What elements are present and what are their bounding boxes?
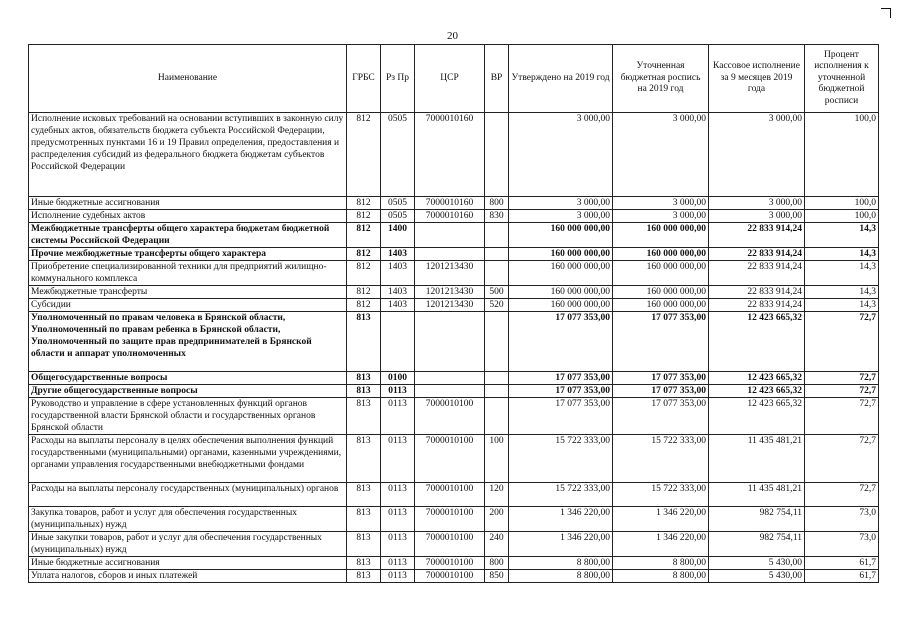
cell-grbs: 813 xyxy=(347,398,381,435)
cell-vr: 520 xyxy=(485,299,509,312)
cell-cash: 5 430,00 xyxy=(709,570,805,583)
cell-rzpr: 1400 xyxy=(381,223,415,248)
cell-vr: 200 xyxy=(485,507,509,532)
cell-csr: 7000010100 xyxy=(415,483,485,507)
cell-percent: 73,0 xyxy=(805,507,879,532)
cell-percent: 72,7 xyxy=(805,483,879,507)
page-number: 20 xyxy=(447,30,458,42)
cell-approved: 8 800,00 xyxy=(509,557,613,570)
cell-refined: 17 077 353,00 xyxy=(613,372,709,385)
header-name: Наименование xyxy=(29,45,347,113)
cell-csr: 7000010100 xyxy=(415,435,485,483)
table-row xyxy=(29,372,879,385)
cell-csr xyxy=(415,312,485,372)
cell-name: Прочие межбюджетные трансферты общего характера xyxy=(29,248,347,261)
cell-grbs: 813 xyxy=(347,483,381,507)
table-row xyxy=(29,385,879,398)
cell-name: Расходы на выплаты персоналу государственных (муниципальных) органов xyxy=(29,483,347,507)
cell-vr: 240 xyxy=(485,532,509,557)
cell-grbs: 812 xyxy=(347,197,381,210)
cell-percent: 73,0 xyxy=(805,532,879,557)
cell-name: Уплата налогов, сборов и иных платежей xyxy=(29,570,347,583)
cell-rzpr: 0505 xyxy=(381,197,415,210)
cell-cash: 22 833 914,24 xyxy=(709,248,805,261)
header-vr: ВР xyxy=(485,45,509,113)
table-row xyxy=(29,197,879,210)
cell-cash: 12 423 665,32 xyxy=(709,312,805,372)
cell-refined: 8 800,00 xyxy=(613,557,709,570)
cell-approved: 17 077 353,00 xyxy=(509,372,613,385)
cell-approved: 17 077 353,00 xyxy=(509,398,613,435)
cell-refined: 8 800,00 xyxy=(613,570,709,583)
cell-refined: 3 000,00 xyxy=(613,210,709,223)
cell-refined: 17 077 353,00 xyxy=(613,312,709,372)
cell-csr: 7000010100 xyxy=(415,532,485,557)
cell-cash: 3 000,00 xyxy=(709,197,805,210)
cell-rzpr: 0113 xyxy=(381,507,415,532)
header-percent: Процент исполнения к уточненной бюджетной росписи xyxy=(805,45,879,113)
cell-approved: 1 346 220,00 xyxy=(509,532,613,557)
cell-csr: 7000010100 xyxy=(415,570,485,583)
cell-refined: 160 000 000,00 xyxy=(613,261,709,286)
cell-grbs: 813 xyxy=(347,372,381,385)
table-row xyxy=(29,507,879,532)
cell-rzpr xyxy=(381,312,415,372)
cell-approved: 160 000 000,00 xyxy=(509,261,613,286)
cell-refined: 17 077 353,00 xyxy=(613,385,709,398)
table-row xyxy=(29,286,879,299)
cell-refined: 3 000,00 xyxy=(613,113,709,197)
cell-csr xyxy=(415,385,485,398)
cell-grbs: 813 xyxy=(347,385,381,398)
cell-approved: 3 000,00 xyxy=(509,197,613,210)
cell-vr: 830 xyxy=(485,210,509,223)
table-row xyxy=(29,557,879,570)
cell-csr: 7000010160 xyxy=(415,113,485,197)
cell-rzpr: 0505 xyxy=(381,210,415,223)
cell-csr: 1201213430 xyxy=(415,261,485,286)
cell-percent: 72,7 xyxy=(805,372,879,385)
cell-vr: 100 xyxy=(485,435,509,483)
cell-rzpr: 0113 xyxy=(381,435,415,483)
cell-percent: 100,0 xyxy=(805,210,879,223)
cell-name: Иные бюджетные ассигнования xyxy=(29,557,347,570)
cell-approved: 17 077 353,00 xyxy=(509,385,613,398)
cell-grbs: 812 xyxy=(347,299,381,312)
cell-approved: 160 000 000,00 xyxy=(509,299,613,312)
table-row xyxy=(29,483,879,507)
cell-cash: 22 833 914,24 xyxy=(709,299,805,312)
cell-csr: 7000010160 xyxy=(415,197,485,210)
cell-grbs: 813 xyxy=(347,312,381,372)
cell-cash: 11 435 481,21 xyxy=(709,435,805,483)
table-row xyxy=(29,435,879,483)
cell-refined: 15 722 333,00 xyxy=(613,483,709,507)
cell-name: Уполномоченный по правам человека в Брянской области, Уполномоченный по правам ребенка в Брянской области, Уполномоченный по защите прав предпринимателей в Брянской области и аппарат уполномоченных xyxy=(29,312,347,372)
cell-csr: 7000010100 xyxy=(415,398,485,435)
cell-rzpr: 0100 xyxy=(381,372,415,385)
cell-percent: 61,7 xyxy=(805,570,879,583)
cell-grbs: 813 xyxy=(347,557,381,570)
cell-rzpr: 1403 xyxy=(381,261,415,286)
cell-percent: 72,7 xyxy=(805,398,879,435)
cell-refined: 160 000 000,00 xyxy=(613,223,709,248)
cell-rzpr: 0113 xyxy=(381,570,415,583)
cell-percent: 14,3 xyxy=(805,261,879,286)
cell-cash: 982 754,11 xyxy=(709,532,805,557)
cell-grbs: 812 xyxy=(347,223,381,248)
cell-percent: 14,3 xyxy=(805,248,879,261)
cell-vr xyxy=(485,113,509,197)
cell-percent: 72,7 xyxy=(805,435,879,483)
cell-approved: 160 000 000,00 xyxy=(509,286,613,299)
cell-refined: 15 722 333,00 xyxy=(613,435,709,483)
cell-vr: 800 xyxy=(485,197,509,210)
table-row xyxy=(29,113,879,197)
header-csr: ЦСР xyxy=(415,45,485,113)
cell-csr: 7000010100 xyxy=(415,557,485,570)
cell-grbs: 813 xyxy=(347,532,381,557)
corner-mark xyxy=(881,8,891,18)
cell-grbs: 813 xyxy=(347,507,381,532)
header-refined: Уточненная бюджетная роспись на 2019 год xyxy=(613,45,709,113)
cell-name: Исполнение исковых требований на основании вступивших в законную силу судебных актов, обязательств бюджета субъекта Российской Федерации, предусмотренных пунктами 16 и 19 Правил определения, предоставления и распределения субсидий из федерального бюджета бюджетам субъектов Российской Федерации xyxy=(29,113,347,197)
cell-cash: 12 423 665,32 xyxy=(709,385,805,398)
table-row xyxy=(29,398,879,435)
cell-vr xyxy=(485,261,509,286)
header-approved: Утверждено на 2019 год xyxy=(509,45,613,113)
cell-grbs: 812 xyxy=(347,210,381,223)
cell-percent: 14,3 xyxy=(805,299,879,312)
cell-csr: 1201213430 xyxy=(415,286,485,299)
cell-name: Другие общегосударственные вопросы xyxy=(29,385,347,398)
cell-rzpr: 1403 xyxy=(381,248,415,261)
cell-approved: 160 000 000,00 xyxy=(509,223,613,248)
cell-rzpr: 0113 xyxy=(381,557,415,570)
cell-cash: 982 754,11 xyxy=(709,507,805,532)
table-row xyxy=(29,299,879,312)
cell-cash: 22 833 914,24 xyxy=(709,286,805,299)
cell-csr xyxy=(415,248,485,261)
cell-rzpr: 1403 xyxy=(381,299,415,312)
cell-percent: 14,3 xyxy=(805,286,879,299)
cell-approved: 8 800,00 xyxy=(509,570,613,583)
header-row xyxy=(29,45,879,113)
table-row xyxy=(29,532,879,557)
cell-name: Исполнение судебных актов xyxy=(29,210,347,223)
cell-cash: 5 430,00 xyxy=(709,557,805,570)
cell-csr: 7000010100 xyxy=(415,507,485,532)
cell-vr: 500 xyxy=(485,286,509,299)
cell-csr: 7000010160 xyxy=(415,210,485,223)
cell-rzpr: 0505 xyxy=(381,113,415,197)
cell-grbs: 812 xyxy=(347,113,381,197)
cell-name: Иные закупки товаров, работ и услуг для обеспечения государственных (муниципальных) нужд xyxy=(29,532,347,557)
cell-csr xyxy=(415,223,485,248)
cell-name: Расходы на выплаты персоналу в целях обеспечения выполнения функций государственными (муниципальными) органами, казенными учреждениями, органами управления государственными внебюджетными фондами xyxy=(29,435,347,483)
table-row xyxy=(29,210,879,223)
cell-vr: 800 xyxy=(485,557,509,570)
cell-refined: 160 000 000,00 xyxy=(613,248,709,261)
header-cash: Кассовое исполнение за 9 месяцев 2019 года xyxy=(709,45,805,113)
cell-refined: 1 346 220,00 xyxy=(613,532,709,557)
cell-refined: 3 000,00 xyxy=(613,197,709,210)
table-row xyxy=(29,312,879,372)
cell-rzpr: 0113 xyxy=(381,532,415,557)
cell-grbs: 812 xyxy=(347,261,381,286)
cell-rzpr: 0113 xyxy=(381,385,415,398)
cell-vr xyxy=(485,312,509,372)
header-grbs: ГРБС xyxy=(347,45,381,113)
cell-grbs: 813 xyxy=(347,435,381,483)
cell-csr xyxy=(415,372,485,385)
cell-rzpr: 0113 xyxy=(381,398,415,435)
cell-cash: 11 435 481,21 xyxy=(709,483,805,507)
cell-cash: 3 000,00 xyxy=(709,113,805,197)
budget-table xyxy=(28,44,879,583)
cell-refined: 1 346 220,00 xyxy=(613,507,709,532)
cell-approved: 160 000 000,00 xyxy=(509,248,613,261)
cell-rzpr: 0113 xyxy=(381,483,415,507)
cell-name: Иные бюджетные ассигнования xyxy=(29,197,347,210)
cell-cash: 12 423 665,32 xyxy=(709,372,805,385)
table-row xyxy=(29,570,879,583)
cell-vr: 850 xyxy=(485,570,509,583)
cell-name: Закупка товаров, работ и услуг для обеспечения государственных (муниципальных) нужд xyxy=(29,507,347,532)
cell-cash: 22 833 914,24 xyxy=(709,223,805,248)
cell-name: Субсидии xyxy=(29,299,347,312)
cell-cash: 22 833 914,24 xyxy=(709,261,805,286)
cell-percent: 100,0 xyxy=(805,197,879,210)
cell-percent: 14,3 xyxy=(805,223,879,248)
cell-rzpr: 1403 xyxy=(381,286,415,299)
cell-percent: 61,7 xyxy=(805,557,879,570)
cell-grbs: 813 xyxy=(347,570,381,583)
cell-cash: 12 423 665,32 xyxy=(709,398,805,435)
cell-percent: 72,7 xyxy=(805,312,879,372)
cell-approved: 15 722 333,00 xyxy=(509,435,613,483)
cell-refined: 160 000 000,00 xyxy=(613,299,709,312)
cell-refined: 17 077 353,00 xyxy=(613,398,709,435)
cell-grbs: 812 xyxy=(347,286,381,299)
cell-vr xyxy=(485,372,509,385)
header-rzpr: Рз Пр xyxy=(381,45,415,113)
cell-approved: 15 722 333,00 xyxy=(509,483,613,507)
cell-vr xyxy=(485,223,509,248)
cell-vr xyxy=(485,248,509,261)
cell-vr xyxy=(485,398,509,435)
cell-name: Приобретение специализированной техники для предприятий жилищно-коммунального комплекса xyxy=(29,261,347,286)
cell-grbs: 812 xyxy=(347,248,381,261)
cell-name: Общегосударственные вопросы xyxy=(29,372,347,385)
cell-approved: 3 000,00 xyxy=(509,210,613,223)
cell-percent: 72,7 xyxy=(805,385,879,398)
cell-vr xyxy=(485,385,509,398)
cell-percent: 100,0 xyxy=(805,113,879,197)
cell-name: Руководство и управление в сфере установленных функций органов государственной власти Брянской области и государственных органов Брянской области xyxy=(29,398,347,435)
cell-cash: 3 000,00 xyxy=(709,210,805,223)
cell-name: Межбюджетные трансферты общего характера бюджетам бюджетной системы Российской Федерации xyxy=(29,223,347,248)
table-row xyxy=(29,248,879,261)
table-row xyxy=(29,261,879,286)
cell-name: Межбюджетные трансферты xyxy=(29,286,347,299)
cell-approved: 17 077 353,00 xyxy=(509,312,613,372)
cell-refined: 160 000 000,00 xyxy=(613,286,709,299)
cell-approved: 1 346 220,00 xyxy=(509,507,613,532)
cell-approved: 3 000,00 xyxy=(509,113,613,197)
table-row xyxy=(29,223,879,248)
cell-vr: 120 xyxy=(485,483,509,507)
cell-csr: 1201213430 xyxy=(415,299,485,312)
